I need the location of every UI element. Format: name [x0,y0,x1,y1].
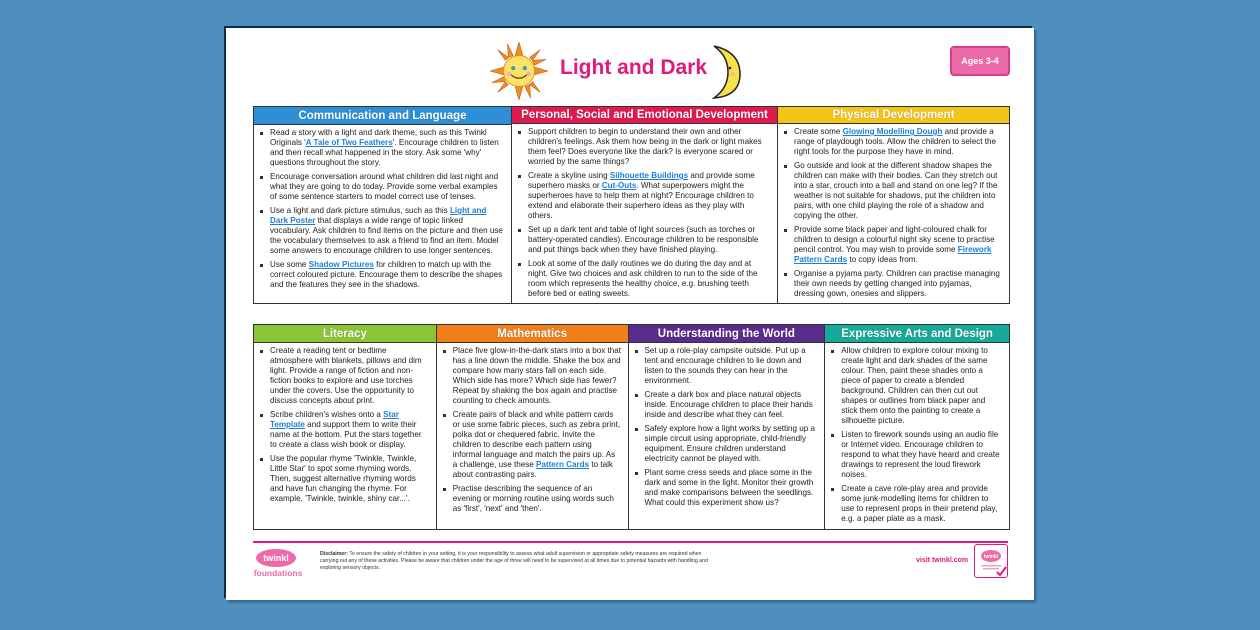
link-tale-of-two-feathers[interactable]: A Tale of Two Feathers [305,138,393,147]
list-item: Create a cave role-play area and provide some junk-modelling items for children to use to represent props in their pretend play, e.g. a paper plate as a mask. [841,484,1003,524]
activity-list [254,343,436,508]
list-item: Encourage conversation around what children did last night and what they are going to do today. Provide some verbal examples of some sentence starters to model correct use of tenses. [270,172,505,202]
learning-areas-row-1 [253,106,1010,304]
page-title: Light and Dark [560,56,708,79]
section-communication-language [254,107,512,303]
quality-standard-badge [974,544,1008,578]
svg-text:foundations: foundations [254,568,302,578]
list-item: Plant some cress seeds and place some in the dark and some in the light. Monitor their growth and make comparisons between the seedlings. What could this experiment show us? [645,468,819,508]
activity-list [512,124,777,303]
footer-divider [253,541,1008,543]
list-item: Practise describing the sequence of an evening or morning routine using words such as 'first', 'next' and 'then'. [453,484,622,514]
activity-list [825,343,1009,528]
list-item: Read a story with a light and dark theme, such as this Twinkl Originals 'A Tale of Two Feathers'. Encourage children to listen and then recall what happened in the story. Ask some 'why' questions throughout the story. [270,128,505,168]
section-heading: Physical Development [778,107,1009,124]
list-item: Create pairs of black and white pattern cards or use some fabric pieces, such as zebra print, polka dot or chequered fabric. Invite the children to describe each pattern using informal language and match the pairs up. As a challenge, use these Pattern Cards to talk about contrasting pairs. [452,410,621,479]
section-physical-development [778,107,1009,303]
link-silhouette-buildings[interactable]: Silhouette Buildings [609,171,689,180]
list-item: Allow children to explore colour mixing to create light and dark shades of the same colour. Then, paint these shades onto a piece of paper to create a blended background. Children can then cut out shapes or outlines from black paper and stick them onto the painting to create a silhouette picture. [841,346,1003,426]
link-light-dark-poster[interactable]: Light and Dark Poster [270,206,487,225]
section-understanding-world [629,325,826,529]
section-expressive-arts [825,325,1009,529]
list-item: Set up a dark tent and table of light sources (such as torches or battery-operated candles). Encourage children to be responsible and put things back when they have finished playing. [528,225,771,255]
section-literacy [254,325,437,529]
twinkl-foundations-logo [254,548,302,580]
visit-twinkl-link[interactable]: visit twinkl.com [916,557,969,564]
link-cut-outs[interactable]: Cut-Outs [601,181,637,190]
list-item: Safely explore how a light works by setting up a simple circuit using appropriate, child-friendly equipment. Ensure children understand electricity cannot be played with. [645,424,819,464]
moon-icon [706,44,746,100]
list-item: Place five glow-in-the-dark stars into a box that has a line down the middle. Shake the box and compare how many stars fall on each side. Which side has more? Which side has fewer? Repeat by shaking the box again and practise counting to check amounts. [452,346,622,405]
svg-text:twinkl: twinkl [263,553,289,563]
sun-icon [490,42,548,100]
link-star-template[interactable]: Star Template [270,410,399,429]
activity-list [778,124,1009,303]
section-mathematics [437,325,629,529]
list-item: Look at some of the daily routines we do during the day and at night. Give two choices and ask children to run to the side of the room which represents the healthy choice, e.g. brushing teeth before bed or eating sweets. [528,259,771,299]
learning-areas-row-2 [253,324,1010,530]
link-shadow-pictures[interactable]: Shadow Pictures [308,260,374,269]
svg-text:twinkl: twinkl [983,554,999,560]
list-item: Create a reading tent or bedtime atmosphere with blankets, pillows and dim light. Provide a range of fiction and non-fiction books to explore and use torches under the covers. Use the opportunity to discuss concepts about print. [270,346,430,406]
list-item: Create a skyline using Silhouette Buildings and provide some superhero masks or Cut-Outs. What superpowers might the superheroes have to help them at night? Encourage children to extend and elaborate their superhero ideas as they play with others. [528,171,771,221]
age-badge: Ages 3-4 [950,46,1010,76]
list-item: Create some Glowing Modelling Dough and provide a range of playdough tools. Allow the children to select the right tools for the purpose they have in mind. [794,127,1003,157]
section-heading: Expressive Arts and Design [825,325,1009,343]
activity-list [254,125,511,294]
disclaimer: Disclaimer: To ensure the safety of children in your setting, it is your responsibility to assess what adult supervision or appropriate safety measures are required when carrying out any of these activities. Please be aware that children under the age of three will need to be supervised at all times due to potential hazards with handling and exploring sensory objects. [320,551,708,571]
list-item: Listen to firework sounds using an audio file or Internet video. Encourage children to respond to what they have heard and create drawings to represent the loud firework noises. [841,430,1003,480]
list-item: Create a dark box and place natural objects inside. Encourage children to place their hands inside and describe what they can feel. [645,390,819,420]
activity-list [437,343,628,518]
section-personal-social-emotional [512,107,778,303]
list-item: Scribe children's wishes onto a Star Template and support them to write their name at the bottom. Put the stars together to create a class wish book or display. [270,410,430,450]
list-item: Set up a role-play campsite outside. Put up a tent and encourage children to lie down and listen to the sounds they can hear in the environment. [645,346,819,386]
link-pattern-cards[interactable]: Pattern Cards [536,460,590,469]
activity-list [629,343,825,512]
list-item: Provide some black paper and light-coloured chalk for children to design a colourful night sky scene to practise pencil control. You may wish to provide some Firework Pattern Cards to copy ideas from. [794,225,1003,265]
list-item: Organise a pyjama party. Children can practise managing their own needs by getting changed into pyjamas, dressing gown, onesies and slippers. [794,269,1003,299]
section-heading: Understanding the World [629,325,825,343]
section-heading: Communication and Language [254,107,511,125]
link-firework-pattern-cards[interactable]: Firework Pattern Cards [794,245,992,264]
list-item: Support children to begin to understand their own and other children's feelings. Ask them how being in the dark or light makes them feel? Does everyone like the dark? Is everyone scared or worried by the same things? [528,127,771,167]
list-item: Go outside and look at the different shadow shapes the children can make with their bodies. Can they stretch out into a star, crouch into a ball and stand on one leg? If the weather is not suitable for shadows, put the children into pairs, with one child playing the role of a shadow and copying the other. [794,161,1003,221]
section-heading: Literacy [254,325,436,343]
list-item: Use the popular rhyme 'Twinkle, Twinkle, Little Star' to spot some rhyming words. Then, suggest alternative rhyming words and have fun changing the rhyme. For example, 'Twinkle, twinkle, shiny car...'. [270,454,430,504]
section-heading: Personal, Social and Emotional Development [512,107,777,124]
list-item: Use some Shadow Pictures for children to match up with the correct coloured picture. Encourage them to describe the shapes and the features they see in the shadows. [270,260,505,290]
link-glowing-modelling-dough[interactable]: Glowing Modelling Dough [842,127,943,136]
section-heading: Mathematics [437,325,628,343]
title-row [226,42,1034,102]
list-item: Use a light and dark picture stimulus, such as this Light and Dark Poster that displays a wide range of topic linked vocabulary. Ask children to find items on the picture and then use the vocabulary themselves to ask a friend to find an item. Model some answers to encourage children to use longer sentences. [270,206,505,256]
document-page [226,28,1034,600]
